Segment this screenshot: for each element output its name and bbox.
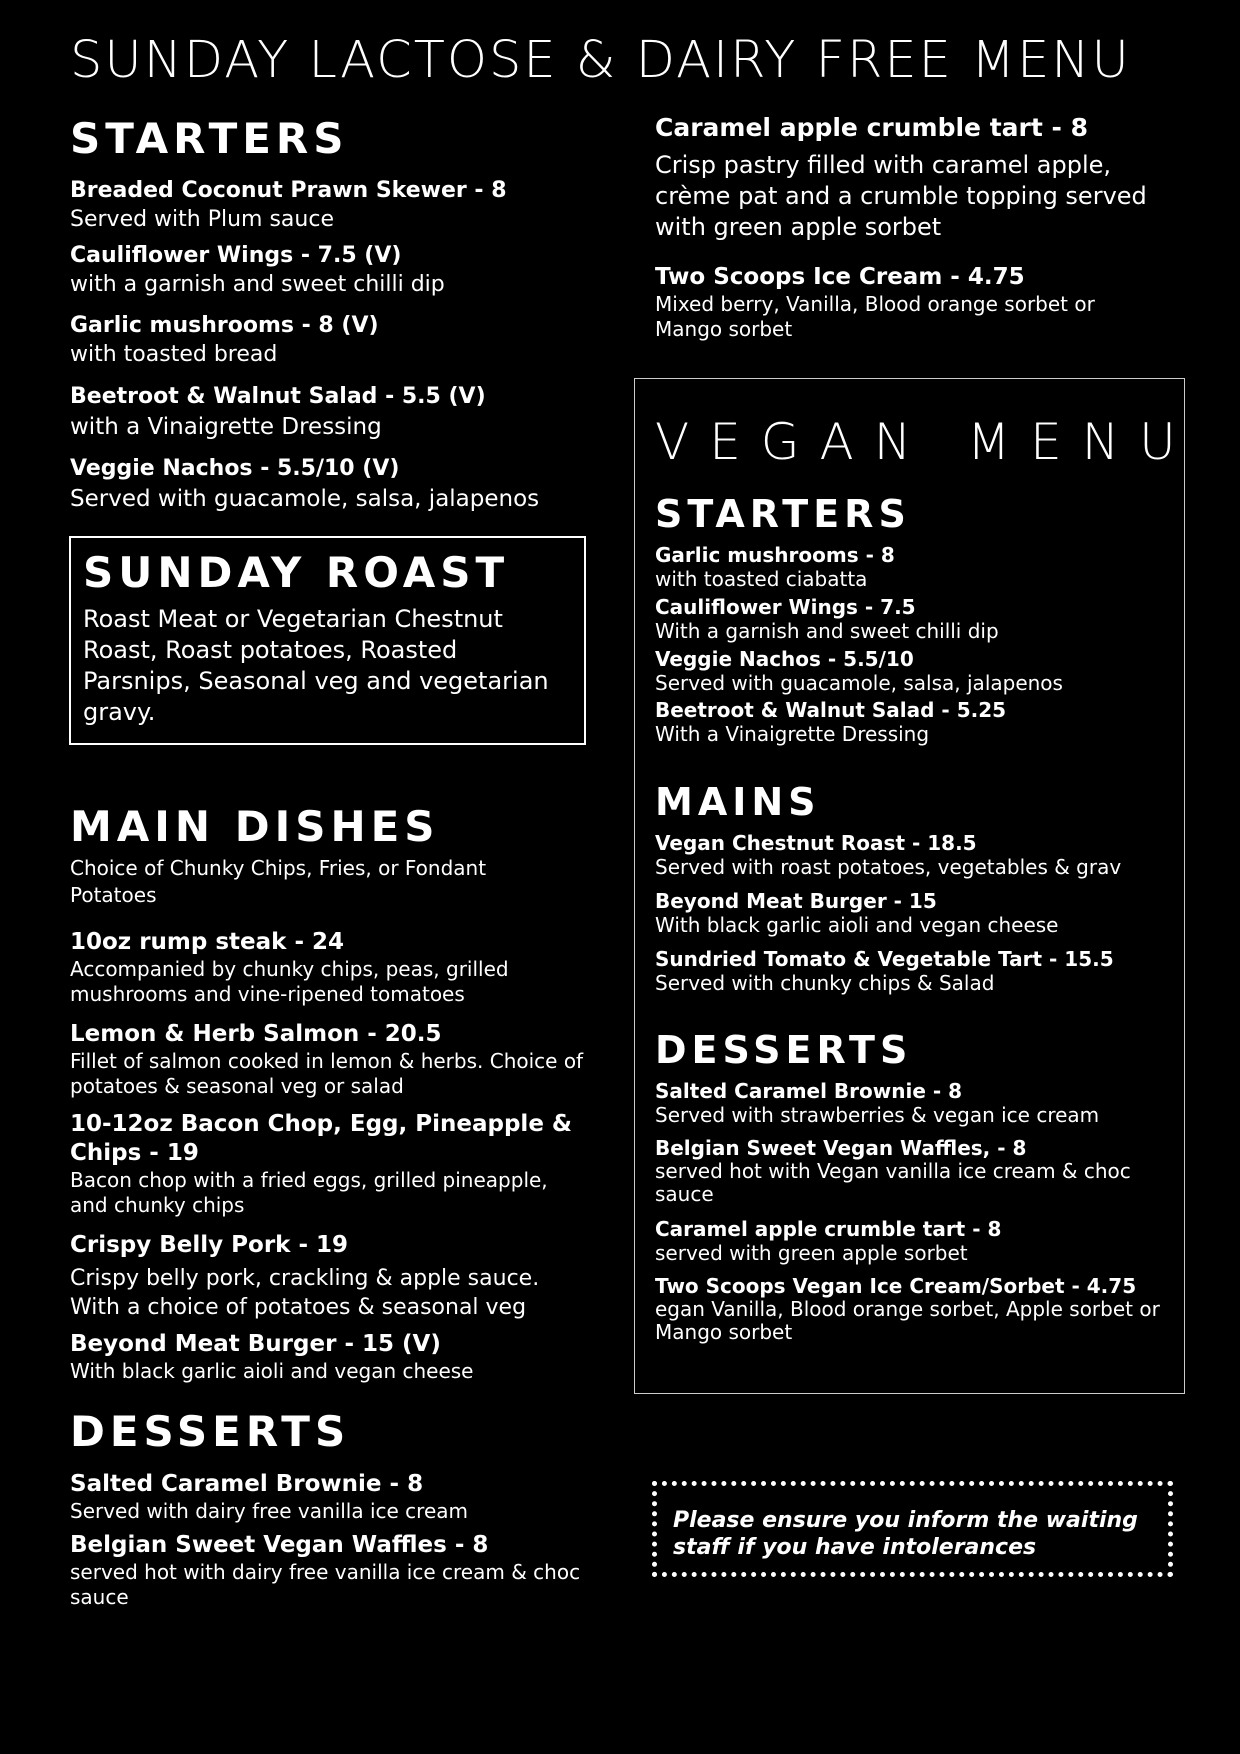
- vegan-dessert-item: [655, 1217, 1175, 1265]
- item-name: Veggie Nachos - 5.5/10: [655, 647, 914, 671]
- item-desc: Accompanied by chunky chips, peas, grilled mushrooms and vine-ripened tomatoes: [70, 957, 509, 1006]
- item-desc: served with green apple sorbet: [655, 1241, 968, 1265]
- item-name: 10-12oz Bacon Chop, Egg, Pineapple & Chips - 19: [70, 1111, 572, 1166]
- item-name: Caramel apple crumble tart - 8: [655, 1217, 1002, 1241]
- menu-title: SUNDAY LACTOSE & DAIRY FREE MENU: [70, 31, 1131, 90]
- item-name: Cauliflower Wings - 7.5 (V): [70, 243, 402, 268]
- item-desc: Served with guacamole, salsa, jalapenos: [70, 486, 540, 512]
- item-name: Caramel apple crumble tart - 8: [655, 113, 1088, 142]
- item-desc: With a Vinaigrette Dressing: [655, 722, 930, 746]
- vegan-mains-heading: MAINS: [655, 780, 821, 824]
- item-desc: With black garlic aioli and vegan cheese: [70, 1359, 474, 1383]
- vegan-menu-box: [634, 378, 1196, 1394]
- item-desc: Served with strawberries & vegan ice cream: [655, 1103, 1100, 1127]
- item-desc: Crisp pastry filled with caramel apple, crème pat and a crumble topping served with green apple sorbet: [655, 151, 1147, 241]
- vegan-dessert-item: [655, 1274, 1170, 1344]
- starter-item: [70, 242, 590, 300]
- vegan-starters-heading: STARTERS: [655, 492, 911, 536]
- item-name: Belgian Sweet Vegan Waffles, - 8: [655, 1136, 1027, 1160]
- vegan-starter-item: [655, 543, 1175, 591]
- intolerance-notice: [652, 1481, 1173, 1577]
- vegan-starter-item: [655, 595, 1175, 643]
- item-desc: Mixed berry, Vanilla, Blood orange sorbet or Mango sorbet: [655, 292, 1095, 341]
- item-name: Vegan Chestnut Roast - 18.5: [655, 831, 977, 855]
- main-dishes-heading: MAIN DISHES: [70, 802, 440, 851]
- desserts-heading: DESSERTS: [70, 1407, 351, 1456]
- dessert-item: [655, 262, 1155, 342]
- item-name: Two Scoops Vegan Ice Cream/Sorbet - 4.75: [655, 1274, 1137, 1298]
- vegan-desserts-heading: DESSERTS: [655, 1028, 913, 1072]
- item-name: Beetroot & Walnut Salad - 5.25: [655, 698, 1007, 722]
- main-item: [70, 1230, 590, 1322]
- item-desc: Fillet of salmon cooked in lemon & herbs. Choice of potatoes & seasonal veg or salad: [70, 1049, 584, 1098]
- intolerance-notice-text: Please ensure you inform the waiting staff if you have intolerances: [673, 1508, 1138, 1560]
- item-name: Beetroot & Walnut Salad - 5.5 (V): [70, 384, 486, 409]
- starter-item: [70, 455, 590, 515]
- item-name: 10oz rump steak - 24: [70, 929, 345, 955]
- main-item: [70, 927, 590, 1007]
- item-name: Cauliflower Wings - 7.5: [655, 595, 916, 619]
- item-name: Two Scoops Ice Cream - 4.75: [655, 264, 1025, 290]
- vegan-starter-item: [655, 647, 1175, 695]
- vegan-menu-title: VEGAN MENU: [655, 413, 1196, 471]
- item-desc: With black garlic aioli and vegan cheese: [655, 913, 1059, 937]
- item-name: Salted Caramel Brownie - 8: [70, 1471, 424, 1497]
- sunday-roast-desc: Roast Meat or Vegetarian Chestnut Roast, Roast potatoes, Roasted Parsnips, Seasonal veg and vegetarian gravy.: [83, 605, 549, 726]
- item-desc: Bacon chop with a fried eggs, grilled pineapple, and chunky chips: [70, 1168, 548, 1217]
- main-item: [70, 1329, 590, 1384]
- item-name: Sundried Tomato & Vegetable Tart - 15.5: [655, 947, 1114, 971]
- item-name: Garlic mushrooms - 8: [655, 543, 895, 567]
- item-desc: with toasted bread: [70, 342, 278, 367]
- item-desc: with toasted ciabatta: [655, 567, 868, 591]
- item-name: Salted Caramel Brownie - 8: [655, 1079, 963, 1103]
- item-desc: served hot with dairy free vanilla ice cream & choc sauce: [70, 1560, 581, 1609]
- item-desc: with a Vinaigrette Dressing: [70, 414, 382, 440]
- item-name: Veggie Nachos - 5.5/10 (V): [70, 456, 400, 481]
- item-name: Garlic mushrooms - 8 (V): [70, 313, 379, 338]
- item-name: Beyond Meat Burger - 15: [655, 889, 937, 913]
- item-desc: With a garnish and sweet chilli dip: [655, 619, 999, 643]
- item-name: Belgian Sweet Vegan Waffles - 8: [70, 1532, 489, 1558]
- starter-item: [70, 383, 590, 443]
- item-desc: Served with chunky chips & Salad: [655, 971, 995, 995]
- item-desc: Served with roast potatoes, vegetables & grav: [655, 855, 1122, 879]
- item-desc: served hot with Vegan vanilla ice cream & choc sauce: [655, 1159, 1131, 1206]
- dessert-item: [70, 1530, 600, 1610]
- dessert-item: [655, 112, 1185, 243]
- item-desc: Served with Plum sauce: [70, 207, 334, 232]
- dessert-item: [70, 1469, 600, 1524]
- vegan-dessert-item: [655, 1136, 1155, 1206]
- main-item: [70, 1019, 590, 1099]
- starters-heading: STARTERS: [70, 114, 349, 163]
- item-desc: egan Vanilla, Blood orange sorbet, Apple sorbet or Mango sorbet: [655, 1297, 1160, 1344]
- item-desc: with a garnish and sweet chilli dip: [70, 272, 445, 297]
- item-desc: Served with dairy free vanilla ice cream: [70, 1499, 469, 1523]
- main-dishes-intro: Choice of Chunky Chips, Fries, or Fondant Potatoes: [70, 856, 487, 907]
- item-desc: Crispy belly pork, crackling & apple sauce. With a choice of potatoes & seasonal veg: [70, 1266, 540, 1320]
- item-name: Crispy Belly Pork - 19: [70, 1232, 349, 1258]
- vegan-main-item: [655, 947, 1175, 995]
- item-name: Beyond Meat Burger - 15 (V): [70, 1331, 441, 1357]
- sunday-roast-box: [69, 536, 586, 745]
- item-name: Lemon & Herb Salmon - 20.5: [70, 1021, 442, 1047]
- vegan-starter-item: [655, 698, 1175, 746]
- main-item: [70, 1110, 590, 1218]
- vegan-main-item: [655, 889, 1175, 937]
- item-name: Breaded Coconut Prawn Skewer - 8: [70, 178, 507, 203]
- starter-item: [70, 312, 590, 370]
- vegan-main-item: [655, 831, 1180, 879]
- vegan-dessert-item: [655, 1079, 1175, 1127]
- sunday-roast-heading: SUNDAY ROAST: [83, 548, 510, 597]
- item-desc: Served with guacamole, salsa, jalapenos: [655, 671, 1063, 695]
- starter-item: [70, 177, 590, 235]
